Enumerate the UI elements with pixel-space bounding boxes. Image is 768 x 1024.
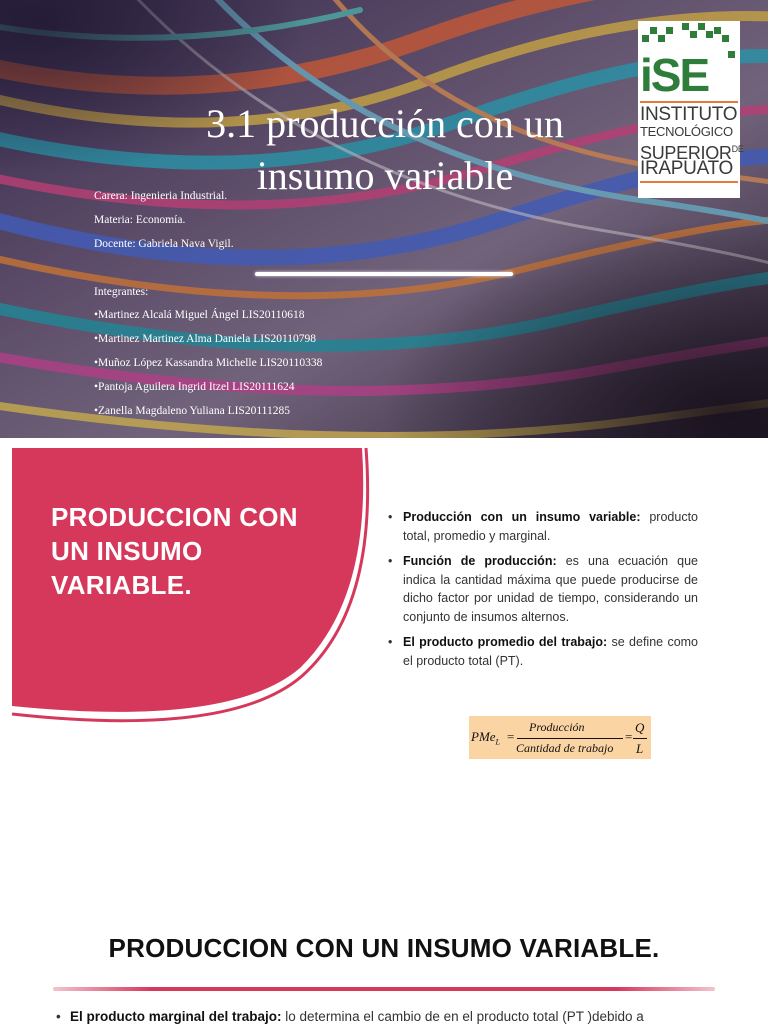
definition-text: lo determina el cambio de en el producto total (PT )debido a bbox=[281, 1009, 644, 1024]
list-item bbox=[388, 633, 698, 670]
member-item: •Muñoz López Kassandra Michelle LIS20110338 bbox=[94, 357, 323, 369]
heading-underline bbox=[53, 987, 715, 991]
term-text: Producción con un insumo variable: bbox=[403, 510, 641, 524]
logo-divider-bottom bbox=[640, 181, 738, 183]
list-item bbox=[388, 508, 698, 545]
member-item: •Pantoja Aguilera Ingrid Itzel LIS20111624 bbox=[94, 381, 295, 393]
formula-q: Q bbox=[635, 720, 645, 735]
concept-list bbox=[388, 508, 698, 677]
formula-l: L bbox=[636, 741, 644, 756]
teacher-text: Docente: Gabriela Nava Vigil. bbox=[94, 238, 234, 250]
definition-text: producto total, promedio y marginal. bbox=[403, 510, 698, 543]
average-product-formula bbox=[469, 716, 651, 759]
ise-mark-icon bbox=[638, 21, 740, 101]
definition-text: se define como el producto total (PT). bbox=[403, 635, 699, 668]
logo-line-1: INSTITUTO bbox=[640, 104, 738, 125]
member-item: •Martinez Alcalá Miguel Ángel LIS20110618 bbox=[94, 309, 305, 321]
institute-logo bbox=[638, 21, 744, 198]
term-text: El producto marginal del trabajo: bbox=[70, 1009, 282, 1024]
fraction-bar bbox=[633, 738, 647, 739]
slide-title: 3.1 producción con un insumo variable bbox=[206, 101, 564, 198]
bullet-icon: • bbox=[388, 635, 393, 649]
member-item: •Martinez Martinez Alma Daniela LIS20110798 bbox=[94, 333, 317, 345]
formula-denominator: Cantidad de trabajo bbox=[516, 741, 614, 755]
logo-divider bbox=[640, 101, 738, 103]
logo-line-2: TECNOLÓGICO bbox=[640, 124, 733, 139]
term-text: El producto promedio del trabajo: bbox=[403, 635, 608, 649]
list-item bbox=[388, 552, 698, 626]
formula-lhs: PMe$_L$ bbox=[471, 729, 500, 747]
slide-heading: PRODUCCION CON UN INSUMO VARIABLE. bbox=[108, 933, 660, 963]
slide-heading: PRODUCCION CON UN INSUMO VARIABLE. bbox=[51, 502, 298, 600]
formula-numerator: Producción bbox=[529, 720, 585, 734]
formula-equals: = bbox=[507, 729, 515, 744]
logo-mark-text: iSE bbox=[640, 49, 709, 101]
content-slide bbox=[0, 438, 768, 876]
logo-line-3: $SUPERIOR^{DE}$ bbox=[640, 143, 744, 163]
bullet-icon: • bbox=[388, 510, 393, 524]
content-slide-2 bbox=[0, 876, 768, 1024]
bullet-icon: • bbox=[388, 554, 393, 568]
list-item bbox=[56, 1008, 700, 1024]
term-text: Función de producción: bbox=[403, 554, 557, 568]
fraction-bar bbox=[517, 738, 623, 739]
member-item: •Zanella Magdaleno Yuliana LIS20111285 bbox=[94, 405, 290, 417]
logo-line-4: IRAPUATO bbox=[640, 158, 733, 179]
title-divider bbox=[255, 272, 513, 276]
bullet-icon: • bbox=[56, 1009, 61, 1024]
definition-text: es una ecuación que indica la cantidad máxima que puede producirse de dicho factor por unidad de tiempo, considerando un conjunto de insumos alternos. bbox=[403, 554, 698, 624]
subject-text: Materia: Economía. bbox=[94, 214, 186, 226]
formula-equals: = bbox=[625, 729, 633, 744]
title-slide bbox=[0, 0, 768, 438]
career-text: Carera: Ingenieria Industrial. bbox=[94, 190, 228, 202]
members-label: Integrantes: bbox=[94, 286, 149, 298]
